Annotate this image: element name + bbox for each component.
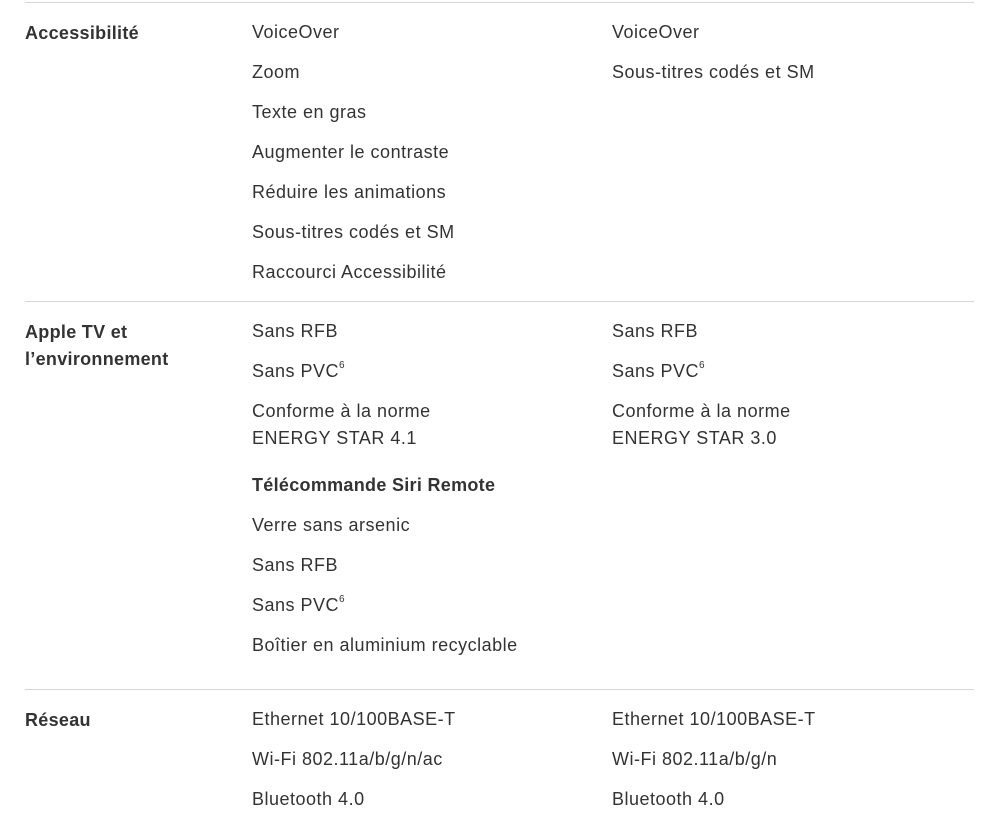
spec-item: VoiceOver xyxy=(612,22,700,42)
spec-item: Sans RFB xyxy=(612,321,699,341)
spec-item: Réduire les animations xyxy=(252,182,447,202)
spec-item: Wi-Fi 802.11a/b/g/n/ac xyxy=(252,749,443,769)
spec-item xyxy=(252,592,582,619)
spec-item-text: Sans PVC xyxy=(252,595,340,615)
remote-subheading: Télécommande Siri Remote xyxy=(252,475,496,495)
spec-item-line: ENERGY STAR 3.0 xyxy=(612,428,777,448)
spec-item: Boîtier en aluminium recyclable xyxy=(252,635,518,655)
section-network xyxy=(25,689,974,830)
spec-item xyxy=(612,358,942,385)
spec-item: Wi-Fi 802.11a/b/g/n xyxy=(612,749,778,769)
network-column-right xyxy=(612,706,942,826)
network-column-left xyxy=(252,706,582,826)
spec-item: Verre sans arsenic xyxy=(252,515,411,535)
section-accessibility xyxy=(25,2,974,303)
section-title-accessibility: Accessibilité xyxy=(25,23,139,43)
section-title-line: Apple TV et xyxy=(25,322,128,342)
section-title-environment xyxy=(25,319,225,373)
footnote-ref: 6 xyxy=(699,360,706,371)
spec-item: Sans RFB xyxy=(252,555,339,575)
spec-item-text: Sans PVC xyxy=(252,361,340,381)
spec-item xyxy=(612,398,942,452)
spec-item-line: Conforme à la norme xyxy=(252,401,431,421)
spec-item: Bluetooth 4.0 xyxy=(252,789,365,809)
spec-item: Sous-titres codés et SM xyxy=(252,222,455,242)
spec-item xyxy=(252,358,582,385)
spec-comparison-table xyxy=(25,0,974,830)
spec-item: Sans RFB xyxy=(252,321,339,341)
spec-item: Sous-titres codés et SM xyxy=(612,62,815,82)
spec-item-line: ENERGY STAR 4.1 xyxy=(252,428,417,448)
spec-item: Raccourci Accessibilité xyxy=(252,262,447,282)
spec-item-line: Conforme à la norme xyxy=(612,401,791,421)
section-title-line: l’environnement xyxy=(25,349,169,369)
footnote-ref: 6 xyxy=(339,594,346,605)
environment-column-right xyxy=(612,318,942,465)
spec-item: Ethernet 10/100BASE-T xyxy=(612,709,816,729)
spec-item: Zoom xyxy=(252,62,301,82)
accessibility-column-right xyxy=(612,19,942,99)
spec-item: Texte en gras xyxy=(252,102,367,122)
spec-item: Augmenter le contraste xyxy=(252,142,450,162)
section-title-network: Réseau xyxy=(25,710,91,730)
spec-item: Bluetooth 4.0 xyxy=(612,789,725,809)
accessibility-column-left xyxy=(252,19,582,299)
spec-item-text: Sans PVC xyxy=(612,361,700,381)
section-environment xyxy=(25,301,974,689)
environment-column-left xyxy=(252,318,582,672)
footnote-ref: 6 xyxy=(339,360,346,371)
spec-item xyxy=(252,398,582,452)
spec-item: Ethernet 10/100BASE-T xyxy=(252,709,456,729)
spec-item: VoiceOver xyxy=(252,22,340,42)
